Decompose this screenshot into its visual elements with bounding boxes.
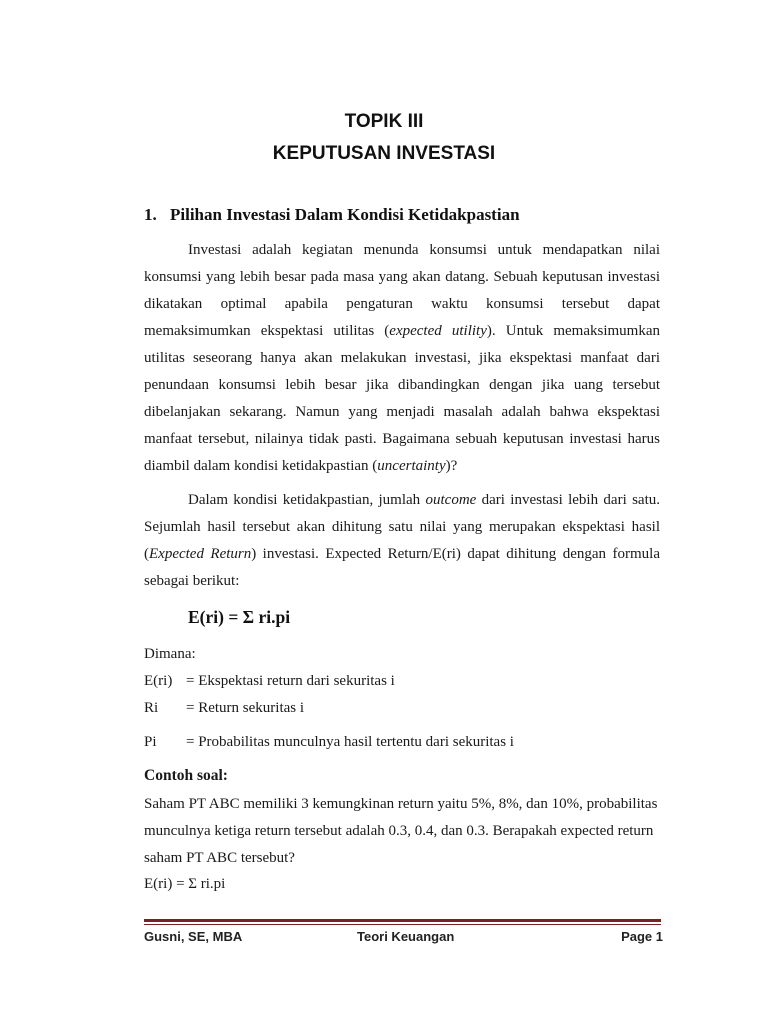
definition-symbol: Pi bbox=[144, 734, 157, 750]
footer-author: Gusni, SE, MBA bbox=[144, 929, 243, 944]
footer-course: Teori Keuangan bbox=[357, 929, 455, 944]
section-number: 1. bbox=[144, 205, 157, 224]
paragraph-1-text-a: Investasi adalah kegiatan menunda konsumsi untuk mendapatkan nilai konsumsi yang lebih besar pada masa yang akan datang. Sebuah keputusan investasi dikatakan optimal apabila pengaturan waktu konsumsi tersebut dapat memaksimumkan ekspektasi utilitas ( bbox=[144, 242, 660, 339]
footer-rule-thin bbox=[144, 924, 661, 925]
footer-rule-thick bbox=[144, 919, 661, 922]
section-heading-text: Pilihan Investasi Dalam Kondisi Ketidakpastian bbox=[170, 205, 520, 224]
paragraph-2-italic-b: Expected Return bbox=[149, 546, 252, 562]
paragraph-1-italic-a: expected utility bbox=[389, 323, 487, 339]
paragraph-1-text-c: )? bbox=[445, 458, 458, 474]
topic-title: TOPIK III bbox=[344, 111, 424, 132]
where-label: Dimana: bbox=[144, 646, 196, 662]
definition-symbol: E(ri) bbox=[144, 673, 173, 689]
example-text: Saham PT ABC memiliki 3 kemungkinan return yaitu 5%, 8%, dan 10%, probabilitas munculnya ketiga return tersebut adalah 0.3, 0.4, dan 0.3. Berapakah expected return saham PT ABC tersebut? bbox=[144, 796, 658, 866]
paragraph-2-text-a: Dalam kondisi ketidakpastian, jumlah bbox=[188, 492, 426, 508]
footer-page-number: Page 1 bbox=[621, 929, 663, 944]
example-title: Contoh soal: bbox=[144, 767, 228, 784]
definition-meaning: = Return sekuritas i bbox=[186, 700, 305, 716]
paragraph-1 bbox=[144, 237, 660, 480]
example-formula: E(ri) = Σ ri.pi bbox=[144, 876, 226, 892]
paragraph-2-text-c: ) investasi. Expected Return/E(ri) dapat dihitung dengan formula sebagai berikut: bbox=[144, 546, 660, 589]
definition-row bbox=[144, 700, 304, 717]
paragraph-2-text-b: dari investasi lebih dari satu. Sejumlah hasil tersebut akan dihitung satu nilai yang merupakan ekspektasi hasil ( bbox=[144, 492, 660, 562]
paragraph-2-italic-a: outcome bbox=[425, 492, 477, 508]
definition-symbol: Ri bbox=[144, 700, 159, 716]
definition-meaning: = Probabilitas munculnya hasil tertentu dari sekuritas i bbox=[186, 734, 514, 750]
definition-row bbox=[144, 734, 514, 751]
definition-meaning: = Ekspektasi return dari sekuritas i bbox=[186, 673, 395, 689]
section-heading bbox=[144, 205, 520, 225]
paragraph-1-italic-b: uncertainty bbox=[377, 458, 446, 474]
definition-row bbox=[144, 673, 395, 690]
topic-subtitle: KEPUTUSAN INVESTASI bbox=[272, 143, 496, 164]
paragraph-1-text-b: ). Untuk memaksimumkan utilitas seseorang hanya akan melakukan investasi, jika ekspektasi manfaat dari penundaan konsumsi lebih besar jika dibandingkan dengan jika uang tersebut dibelanjakan sekarang. Namun yang menjadi masalah adalah bahwa ekspektasi manfaat tersebut, nilainya tidak pasti. Bagaimana sebuah keputusan investasi harus diambil dalam kondisi ketidakpastian ( bbox=[144, 323, 660, 474]
expected-return-formula: E(ri) = Σ ri.pi bbox=[188, 607, 291, 627]
paragraph-2 bbox=[144, 487, 660, 595]
